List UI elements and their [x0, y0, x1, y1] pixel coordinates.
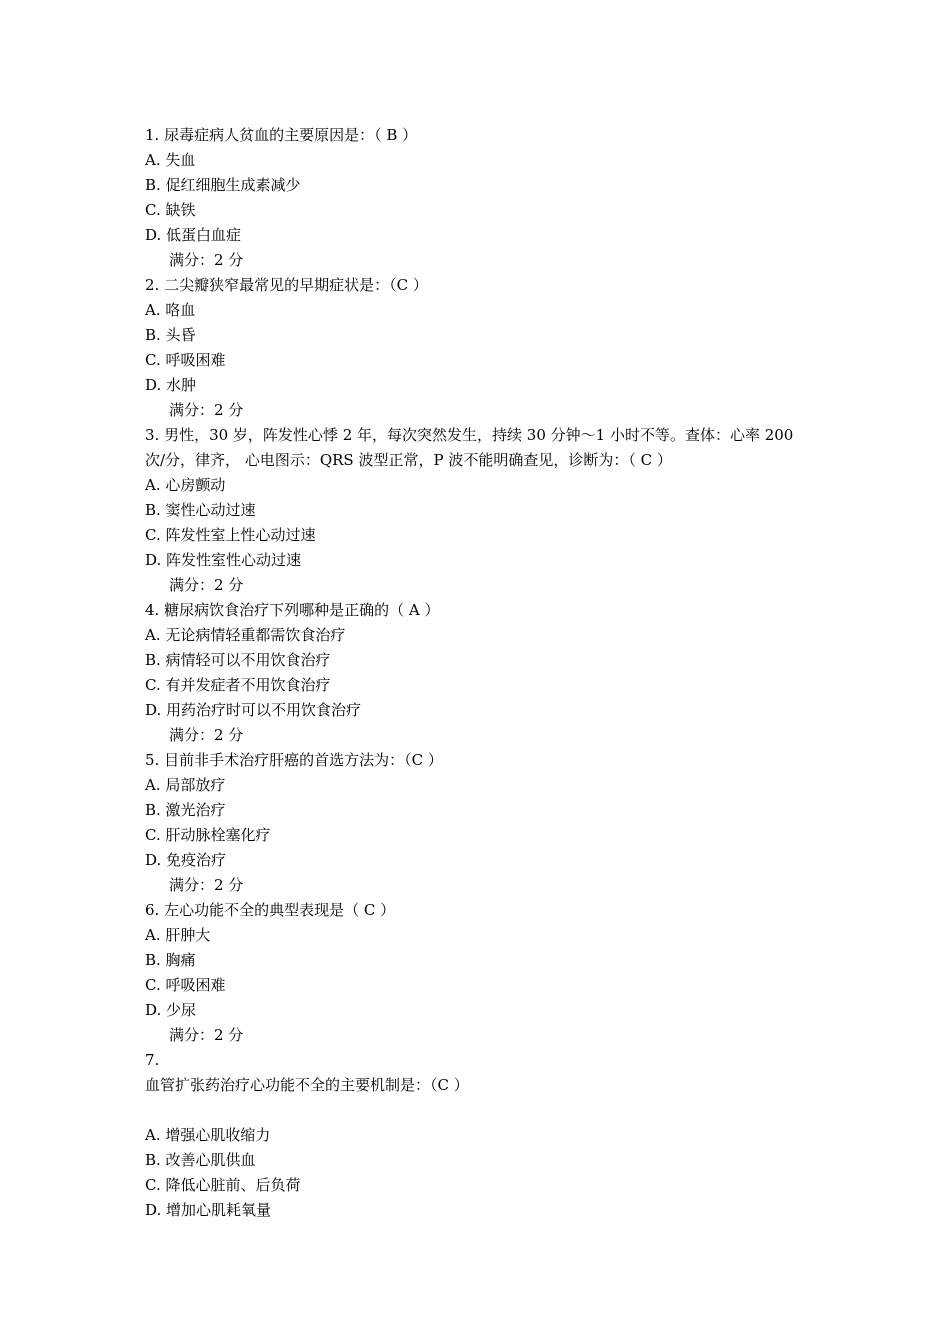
option-a: A. 增强心肌收缩力: [145, 1126, 271, 1144]
option-a: A. 肝肿大: [145, 926, 211, 944]
option-c: C. 有并发症者不用饮食治疗: [145, 676, 331, 694]
option-d: D. 低蛋白血症: [145, 226, 242, 244]
question-stem: 6. 左心功能不全的典型表现是（ C ）: [145, 901, 396, 919]
question-5: [145, 748, 810, 898]
question-7: [145, 1048, 810, 1223]
score-note: 满分：2 分: [169, 401, 244, 419]
blank-line: [145, 1098, 810, 1123]
option-c: C. 缺铁: [145, 201, 196, 219]
option-d: D. 用药治疗时可以不用饮食治疗: [145, 701, 362, 719]
option-c: C. 呼吸困难: [145, 976, 226, 994]
question-stem: 血管扩张药治疗心功能不全的主要机制是：（C ）: [145, 1076, 469, 1094]
question-stem: 1. 尿毒症病人贫血的主要原因是：（ B ）: [145, 126, 418, 144]
option-b: B. 窦性心动过速: [145, 501, 256, 519]
option-c: C. 呼吸困难: [145, 351, 226, 369]
option-a: A. 失血: [145, 151, 196, 169]
option-d: D. 增加心肌耗氧量: [145, 1201, 272, 1219]
option-a: A. 心房颤动: [145, 476, 226, 494]
option-b: B. 促红细胞生成素减少: [145, 176, 301, 194]
question-2: [145, 273, 810, 423]
score-note: 满分：2 分: [169, 1026, 244, 1044]
option-d: D. 免疫治疗: [145, 851, 227, 869]
option-b: B. 胸痛: [145, 951, 196, 969]
question-stem: 5. 目前非手术治疗肝癌的首选方法为：（C ）: [145, 751, 443, 769]
option-d: D. 水肿: [145, 376, 197, 394]
question-stem: 2. 二尖瓣狭窄最常见的早期症状是：（C ）: [145, 276, 428, 294]
option-b: B. 激光治疗: [145, 801, 226, 819]
option-a: A. 无论病情轻重都需饮食治疗: [145, 626, 346, 644]
document-page: [145, 123, 810, 1223]
question-3: [145, 423, 810, 598]
option-c: C. 阵发性室上性心动过速: [145, 526, 316, 544]
score-note: 满分：2 分: [169, 876, 244, 894]
question-4: [145, 598, 810, 748]
question-6: [145, 898, 810, 1048]
option-c: C. 降低心脏前、后负荷: [145, 1176, 301, 1194]
question-number: 7.: [145, 1051, 160, 1069]
score-note: 满分：2 分: [169, 726, 244, 744]
option-a: A. 咯血: [145, 301, 196, 319]
question-1: [145, 123, 810, 273]
question-stem: 4. 糖尿病饮食治疗下列哪种是正确的（ A ）: [145, 601, 440, 619]
score-note: 满分：2 分: [169, 251, 244, 269]
option-b: B. 头昏: [145, 326, 196, 344]
option-d: D. 少尿: [145, 1001, 197, 1019]
score-note: 满分：2 分: [169, 576, 244, 594]
option-b: B. 病情轻可以不用饮食治疗: [145, 651, 331, 669]
option-d: D. 阵发性室性心动过速: [145, 551, 302, 569]
option-c: C. 肝动脉栓塞化疗: [145, 826, 271, 844]
option-a: A. 局部放疗: [145, 776, 226, 794]
question-stem: 3. 男性，30 岁，阵发性心悸 2 年，每次突然发生，持续 30 分钟～1 小时不等。查体：心率 200 次/分，律齐， 心电图示：QRS 波型正常，P 波不能明确查见，诊断为：（ C ）: [145, 426, 794, 469]
option-b: B. 改善心肌供血: [145, 1151, 256, 1169]
